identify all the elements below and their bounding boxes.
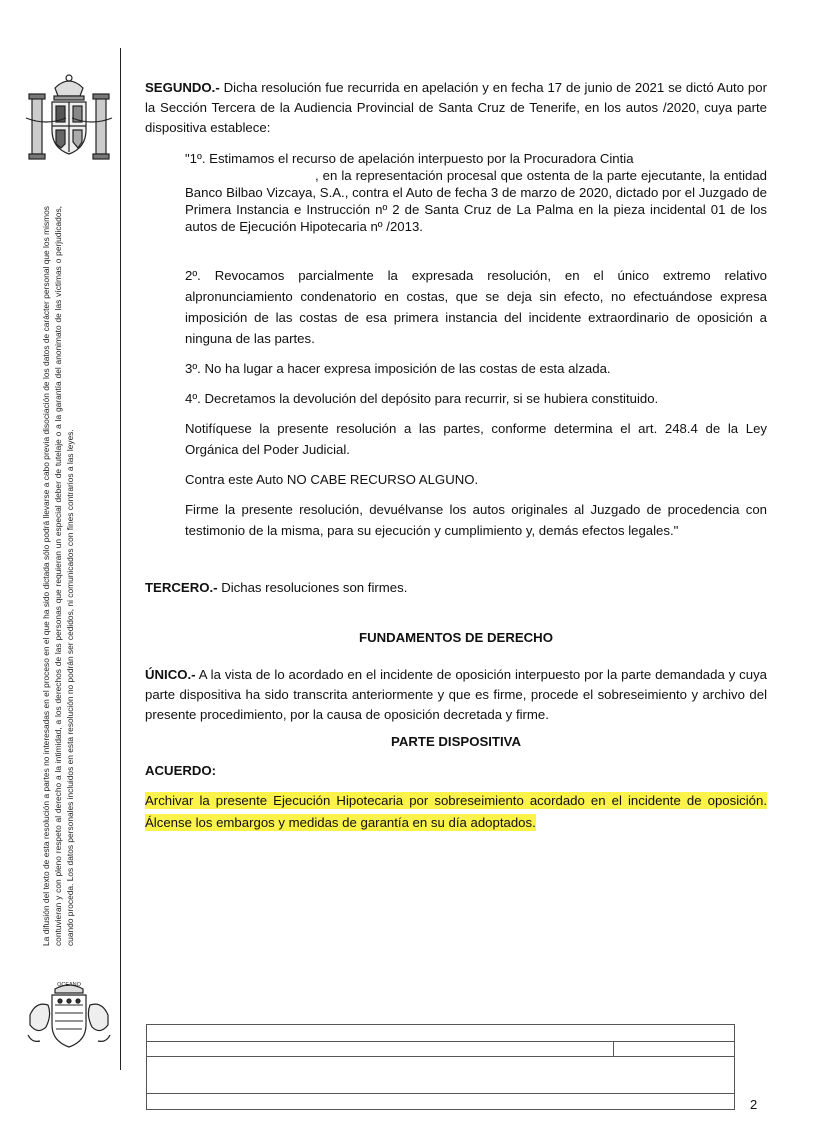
data-protection-notice: La difusión del texto de esta resolución a partes no interesadas en el proceso en el que ha sido dictada sólo podrá llevarse a cabo previa disociación de los datos de carácter personal que los mismos contuvieran y con pleno respeto al derecho a la intimidad, a los derechos de las personas que requieran un especial deber de tutelaje o a la garantía del anonimato de las víctimas o perjudicados, cuando proceda. Los datos personales incluidos en esta resolución no podrán ser cedidos, ni comunicados con fines contrarios a las leyes. <box>41 206 75 946</box>
footer-form-box <box>146 1024 735 1110</box>
acuerdo-highlighted-text: Archivar la presente Ejecución Hipotecaria por sobreseimiento acordado en el incidente de oposición. Álcense los embargos y medidas de garantía en su día adoptados. <box>145 793 767 830</box>
quote-no-appeal: Contra este Auto NO CABE RECURSO ALGUNO. <box>185 472 479 487</box>
segundo-label: SEGUNDO.- <box>145 80 220 95</box>
unico-paragraph <box>145 665 767 725</box>
quoted-resolution <box>185 150 767 541</box>
shield-motto: OCEANO <box>57 982 81 988</box>
footer-box-separator <box>613 1041 614 1056</box>
unico-label: ÚNICO.- <box>145 667 196 682</box>
segundo-text: Dicha resolución fue recurrida en apelación y en fecha 17 de junio de 2021 se dictó Auto por la Sección Tercera de la Audiencia Provincial de Santa Cruz de Tenerife, en los autos /2020, cuya parte dispositiva establece: <box>145 80 767 135</box>
page-number: 2 <box>750 1097 758 1112</box>
quote-point-4: 4º. Decretamos la devolución del depósito para recurrir, si se hubiera constituido. <box>185 391 659 406</box>
quote-notification: Notifíquese la presente resolución a las partes, conforme determina el art. 248.4 de la Ley Orgánica del Poder Judicial. <box>185 421 767 457</box>
acuerdo-paragraph <box>145 790 767 834</box>
footer-box-line-2 <box>147 1056 734 1057</box>
quote-point-3: 3º. No ha lugar a hacer expresa imposición de las costas de esta alzada. <box>185 361 611 376</box>
segundo-paragraph <box>145 78 767 138</box>
fundamentos-heading: FUNDAMENTOS DE DERECHO <box>359 630 553 645</box>
acuerdo-label: ACUERDO: <box>145 763 217 778</box>
canarias-shield-icon <box>22 975 116 1055</box>
tercero-text: Dichas resoluciones son firmes. <box>221 580 408 595</box>
quote-point-1 <box>185 150 767 235</box>
tercero-label: TERCERO.- <box>145 580 218 595</box>
quote-point-2: 2º. Revocamos parcialmente la expresada resolución, en el único extremo relativo alpronunciamiento condenatorio en costas, que se deja sin efecto, no efectuándose expresa imposición de las costas de esa primera instancia del incidente extraordinario de oposición a ninguna de las partes. <box>185 268 767 346</box>
spain-coat-of-arms-icon <box>22 68 116 168</box>
quote-firm: Firme la presente resolución, devuélvanse los autos originales al Juzgado de procedencia con testimonio de la misma, para su ejecución y cumplimiento y, demás efectos legales." <box>185 502 767 538</box>
margin-rule <box>120 48 121 1070</box>
footer-box-line-3 <box>147 1093 734 1094</box>
document-body <box>145 78 767 834</box>
quote-point-1-rest: , en la representación procesal que ostenta de la parte ejecutante, la entidad Banco Bilbao Vizcaya, S.A., contra el Auto de fecha 3 de marzo de 2020, dictado por el Juzgado de Primera Instancia e Instrucción nº 2 de Santa Cruz de La Palma en la pieza incidental 01 de los autos de Ejecución Hipotecaria nº /2013. <box>185 168 767 234</box>
parte-dispositiva-heading: PARTE DISPOSITIVA <box>391 734 521 749</box>
footer-box-line-1 <box>147 1041 734 1042</box>
unico-text: A la vista de lo acordado en el incidente de oposición interpuesto por la parte demandada y cuya parte dispositiva ha sido transcrita anteriormente y que es firme, procede el sobreseimiento y archivo del presente procedimiento, por la causa de oposición decretada y firme. <box>145 667 768 722</box>
tercero-paragraph <box>145 578 767 598</box>
quote-point-1-start: "1º. Estimamos el recurso de apelación interpuesto por la Procuradora Cintia <box>185 151 634 166</box>
